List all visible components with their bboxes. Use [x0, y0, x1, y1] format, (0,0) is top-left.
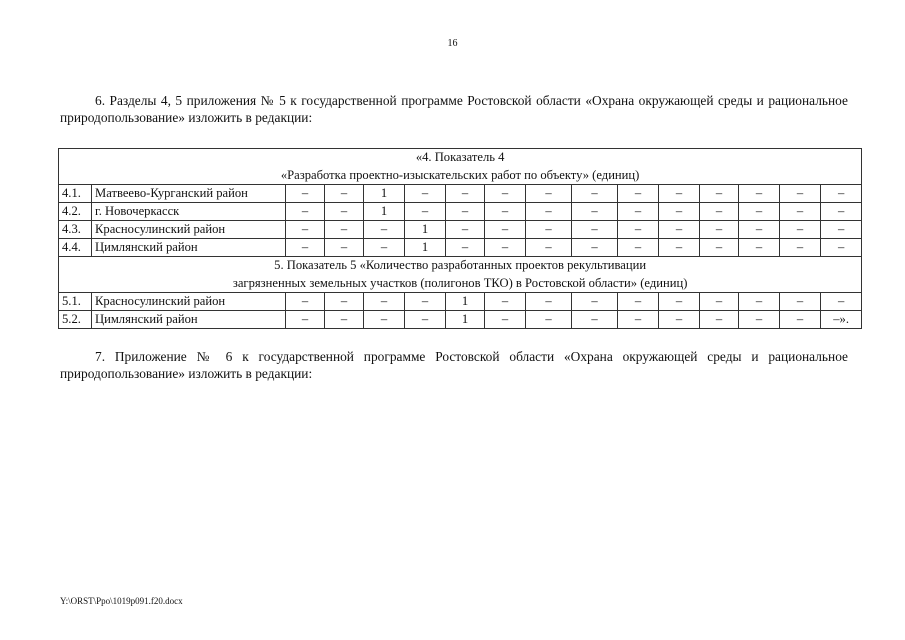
value-cell: – — [780, 203, 821, 221]
row-district-name: г. Новочеркасск — [92, 203, 286, 221]
value-cell: – — [739, 185, 780, 203]
paragraph-7: 7. Приложение № 6 к государственной программе Ростовской области «Охрана окружающей среды и рациональное природопользование» изложить в редакции: — [60, 349, 848, 381]
value-cell: – — [364, 221, 405, 239]
row-number: 5.2. — [59, 311, 92, 329]
value-cell: – — [739, 221, 780, 239]
value-cell: – — [286, 221, 325, 239]
value-cell: – — [364, 311, 405, 329]
value-cell: 1 — [446, 311, 485, 329]
value-cell: – — [700, 293, 739, 311]
value-cell: – — [405, 293, 446, 311]
value-cell: – — [572, 185, 618, 203]
value-cell: – — [572, 203, 618, 221]
value-cell: – — [618, 293, 659, 311]
value-cell: – — [526, 239, 572, 257]
value-cell: – — [821, 221, 862, 239]
value-cell: – — [572, 239, 618, 257]
value-cell: – — [526, 221, 572, 239]
row-district-name: Красносулинский район — [92, 293, 286, 311]
value-cell: – — [446, 239, 485, 257]
value-cell: – — [405, 203, 446, 221]
value-cell: – — [780, 293, 821, 311]
value-cell: – — [446, 185, 485, 203]
value-cell: – — [659, 311, 700, 329]
value-cell: – — [700, 239, 739, 257]
row-number: 5.1. — [59, 293, 92, 311]
row-number: 4.3. — [59, 221, 92, 239]
value-cell: – — [286, 203, 325, 221]
section-4-title — [59, 149, 862, 185]
section-4-header-row — [59, 149, 862, 185]
value-cell: – — [780, 239, 821, 257]
value-cell: – — [821, 239, 862, 257]
value-cell: – — [485, 293, 526, 311]
table-row — [59, 203, 862, 221]
value-cell: – — [446, 221, 485, 239]
value-cell: – — [485, 239, 526, 257]
value-cell: – — [485, 221, 526, 239]
page-number: 16 — [447, 38, 458, 49]
value-cell: – — [780, 311, 821, 329]
table-row — [59, 239, 862, 257]
value-cell: – — [780, 185, 821, 203]
value-cell: – — [572, 311, 618, 329]
value-cell: – — [821, 185, 862, 203]
value-cell: – — [618, 185, 659, 203]
row-number: 4.2. — [59, 203, 92, 221]
value-cell: 1 — [405, 221, 446, 239]
value-cell: – — [485, 185, 526, 203]
table-row — [59, 293, 862, 311]
row-district-name: Красносулинский район — [92, 221, 286, 239]
value-cell: – — [659, 185, 700, 203]
value-cell: – — [700, 185, 739, 203]
value-cell: – — [659, 221, 700, 239]
section-5-title-line1: 5. Показатель 5 «Количество разработанных проектов рекультивации — [274, 258, 647, 272]
paragraph-6: 6. Разделы 4, 5 приложения № 5 к государственной программе Ростовской области «Охрана окружающей среды и рациональное природопользование» изложить в редакции: — [60, 93, 848, 125]
value-cell: – — [739, 203, 780, 221]
row-number: 4.4. — [59, 239, 92, 257]
section-5-title-line2: загрязненных земельных участков (полигонов ТКО) в Ростовской области» (единиц) — [232, 275, 688, 290]
value-cell: – — [700, 221, 739, 239]
value-cell: – — [739, 293, 780, 311]
value-cell: – — [618, 203, 659, 221]
value-cell: – — [364, 293, 405, 311]
indicators-table — [58, 148, 862, 329]
value-cell: 1 — [364, 185, 405, 203]
value-cell: – — [821, 293, 862, 311]
row-number: 4.1. — [59, 185, 92, 203]
value-cell: – — [821, 203, 862, 221]
value-cell: – — [526, 293, 572, 311]
section-5-header-row — [59, 257, 862, 293]
value-cell: – — [325, 185, 364, 203]
value-cell: – — [739, 311, 780, 329]
value-cell: – — [618, 239, 659, 257]
value-cell: – — [286, 293, 325, 311]
value-cell: – — [485, 203, 526, 221]
value-cell: – — [659, 203, 700, 221]
value-cell: – — [325, 203, 364, 221]
table-row — [59, 185, 862, 203]
row-district-name: Цимлянский район — [92, 239, 286, 257]
value-cell: – — [659, 293, 700, 311]
section-4-title-line1: «4. Показатель 4 — [415, 150, 505, 164]
table-row — [59, 311, 862, 329]
value-cell: – — [700, 203, 739, 221]
value-cell: – — [659, 239, 700, 257]
row-district-name: Матвеево-Курганский район — [92, 185, 286, 203]
value-cell: – — [325, 311, 364, 329]
section-4-title-line2: «Разработка проектно-изыскательских работ по объекту» (единиц) — [280, 167, 640, 182]
value-cell: – — [325, 221, 364, 239]
section-5-title — [59, 257, 862, 293]
value-cell: 1 — [446, 293, 485, 311]
row-district-name: Цимлянский район — [92, 311, 286, 329]
file-path-footer: Y:\ORST\Ppo\1019p091.f20.docx — [60, 596, 183, 606]
value-cell: – — [286, 185, 325, 203]
value-cell: – — [446, 203, 485, 221]
value-cell: – — [286, 311, 325, 329]
value-cell: –». — [821, 311, 862, 329]
value-cell: – — [572, 293, 618, 311]
value-cell: – — [618, 311, 659, 329]
value-cell: – — [485, 311, 526, 329]
value-cell: – — [780, 221, 821, 239]
value-cell: – — [526, 203, 572, 221]
value-cell: – — [286, 239, 325, 257]
value-cell: – — [739, 239, 780, 257]
table-row — [59, 221, 862, 239]
value-cell: – — [405, 311, 446, 329]
value-cell: – — [364, 239, 405, 257]
value-cell: – — [325, 239, 364, 257]
value-cell: – — [700, 311, 739, 329]
value-cell: – — [526, 311, 572, 329]
value-cell: 1 — [405, 239, 446, 257]
value-cell: – — [325, 293, 364, 311]
value-cell: – — [618, 221, 659, 239]
value-cell: – — [572, 221, 618, 239]
value-cell: – — [405, 185, 446, 203]
value-cell: – — [526, 185, 572, 203]
value-cell: 1 — [364, 203, 405, 221]
